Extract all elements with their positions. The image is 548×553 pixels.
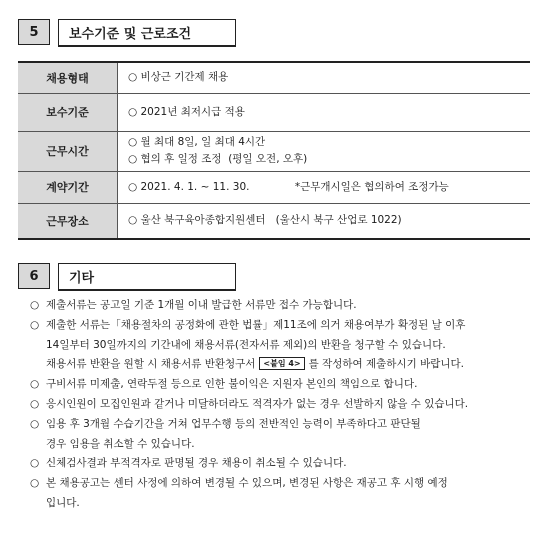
item-text: 를 작성하여 제출하시기 바랍니다. <box>308 358 464 371</box>
list-item <box>30 316 530 336</box>
row-value: ○ 2021. 4. 1. ~ 11. 30. <box>128 180 250 193</box>
conditions-table <box>18 61 530 240</box>
row-value: ○ 2021년 최저시급 적용 <box>128 105 245 118</box>
row-value-line: ○ 월 최대 8일, 일 최대 4시간 <box>128 136 266 148</box>
table-row <box>18 131 530 171</box>
list-item <box>30 296 530 316</box>
list-item <box>30 474 530 494</box>
notes-list <box>30 296 530 514</box>
circle-bullet-icon: ○ <box>30 457 40 470</box>
attachment-badge: <붙임 4> <box>259 357 304 370</box>
list-item <box>30 415 530 435</box>
circle-bullet-icon: ○ <box>30 477 40 490</box>
circle-bullet-icon: ○ <box>30 417 40 430</box>
row-label: 근무시간 <box>18 131 118 171</box>
row-label: 계약기간 <box>18 171 118 203</box>
item-continuation: 입니다. <box>46 496 80 509</box>
table-row <box>18 203 530 239</box>
row-value: ○ 울산 북구육아종합지원센터 (울산시 북구 산업로 1022) <box>128 214 402 227</box>
item-continuation: 14일부터 30일까지의 기간내에 채용서류(전자서류 제외)의 반환을 청구할 수 있습니다. <box>46 338 446 351</box>
section-6-header <box>18 263 236 291</box>
circle-bullet-icon: ○ <box>30 318 40 331</box>
list-item <box>30 355 530 375</box>
row-value: ○ 비상근 기간제 채용 <box>128 71 229 84</box>
item-text: 구비서류 미제출, 연락두절 등으로 인한 불이익은 지원자 본인의 책임으로 합니다. <box>46 378 418 391</box>
table-row <box>18 171 530 203</box>
row-label: 채용형태 <box>18 62 118 93</box>
table-row <box>18 93 530 131</box>
item-text: 본 채용공고는 센터 사정에 의하여 변경될 수 있으며, 변경된 사항은 재공고 후 시행 예정 <box>46 477 448 490</box>
list-item <box>30 375 530 395</box>
section-title: 기타 <box>58 263 236 291</box>
circle-bullet-icon: ○ <box>30 299 40 311</box>
table-row <box>18 62 530 93</box>
item-text: 제출한 서류는「채용절차의 공정화에 관한 법률」제11조에 의거 채용여부가 확정된 날 이후 <box>46 318 466 331</box>
item-text: 응시인원이 모집인원과 같거나 미달하더라도 적격자가 없는 경우 선발하지 않을 수 있습니다. <box>46 397 469 410</box>
item-text: 임용 후 3개월 수습기간을 거쳐 업무수행 등의 전반적인 능력이 부족하다고 판단될 <box>46 417 421 430</box>
item-text: 신체검사결과 부적격자로 판명될 경우 채용이 취소될 수 있습니다. <box>46 457 347 470</box>
section-5-header <box>18 19 236 47</box>
list-item <box>30 454 530 474</box>
list-item <box>30 395 530 415</box>
row-value-line: ○ 협의 후 일정 조정 (평일 오전, 오후) <box>128 153 308 165</box>
row-label: 근무장소 <box>18 203 118 239</box>
row-note: *근무개시일은 협의하여 조정가능 <box>294 180 449 193</box>
section-number: 5 <box>18 19 50 45</box>
section-title: 보수기준 및 근로조건 <box>58 19 236 47</box>
row-label: 보수기준 <box>18 93 118 131</box>
circle-bullet-icon: ○ <box>30 378 40 391</box>
section-number: 6 <box>18 263 50 289</box>
item-text: 채용서류 반환을 원할 시 채용서류 반환청구서 <box>46 358 256 371</box>
item-continuation: 경우 임용을 취소할 수 있습니다. <box>46 437 195 450</box>
circle-bullet-icon: ○ <box>30 397 40 410</box>
item-text: 제출서류는 공고일 기준 1개월 이내 발급한 서류만 접수 가능합니다. <box>46 299 357 311</box>
